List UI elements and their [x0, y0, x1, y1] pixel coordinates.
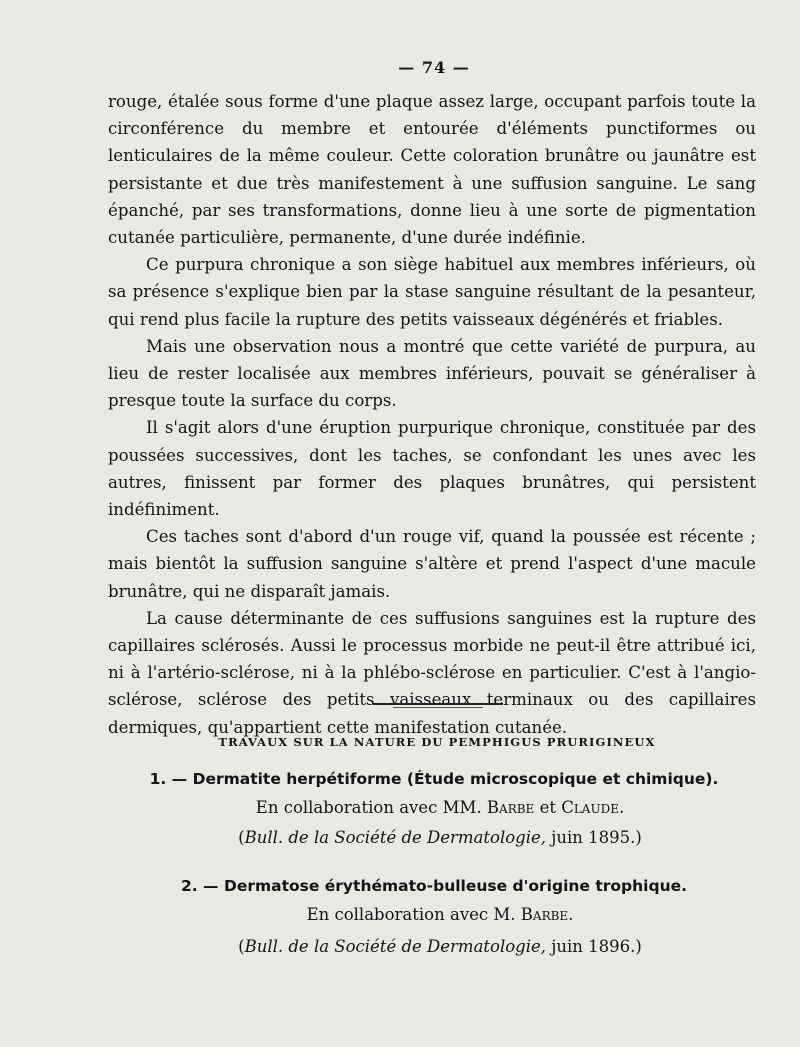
ref-open: ( — [238, 937, 245, 956]
page-number: — 74 — — [398, 58, 470, 77]
paragraph: Il s'agit alors d'une éruption purpurique chronique, constituée par des poussées successives, dont les taches, se confondant les unes avec les autres, finissent par former des plaques brunâtres, qui persistent indéfiniment. — [108, 418, 756, 520]
collab-prefix: En collaboration avec M. — [306, 905, 516, 924]
entry-collaboration — [0, 798, 800, 817]
entry-collaboration — [0, 905, 800, 924]
ref-open: ( — [238, 828, 245, 847]
collab-joiner: et — [539, 798, 556, 817]
section-divider — [373, 703, 503, 705]
entry-reference — [0, 828, 800, 847]
collaborator-name: Barbe. — [520, 905, 574, 924]
entry-reference — [0, 937, 800, 956]
journal-name: Bull. de la Société de Dermatologie, — [244, 828, 547, 847]
ref-date: juin 1896.) — [546, 937, 642, 956]
body-text — [108, 88, 756, 741]
collaborator-name: Barbe — [486, 798, 535, 817]
paragraph: Mais une observation nous a montré que cette variété de purpura, au lieu de rester localisée aux membres inférieurs, pouvait se généraliser à presque toute la surface du corps. — [108, 336, 756, 411]
paragraph: Ces taches sont d'abord d'un rouge vif, quand la poussée est récente ; mais bientôt la suffusion sanguine s'altère et prend l'aspect d'une macule brunâtre, qui ne disparaît jamais. — [108, 527, 756, 601]
ref-date: juin 1895.) — [546, 828, 642, 847]
entry-title: 1. — Dermatite herpétiforme (Étude microscopique et chimique). — [149, 770, 719, 788]
paragraph: Ce purpura chronique a son siège habituel aux membres inférieurs, où sa présence s'explique bien par la stase sanguine résultant de la pesanteur, qui rend plus facile la rupture des petits vaisseaux dégénérés et friables. — [108, 255, 756, 329]
journal-name: Bull. de la Société de Dermatologie, — [244, 937, 547, 956]
entry-title: 2. — Dermatose érythémato-bulleuse d'origine trophique. — [180, 877, 688, 895]
collaborator-name: Claude. — [561, 798, 625, 817]
collab-prefix: En collaboration avec MM. — [255, 798, 482, 817]
section-divider-thin — [393, 707, 483, 708]
section-title: TRAVAUX SUR LA NATURE DU PEMPHIGUS PRURIGINEUX — [218, 735, 656, 749]
paragraph: rouge, étalée sous forme d'une plaque assez large, occupant parfois toute la circonférence du membre et entourée d'éléments punctiformes ou lenticulaires de la même couleur. Cette coloration brunâtre ou jaunâtre est persistante et due très manifestement à une suffusion sanguine. Le sang épanché, par ses transformations, donne lieu à une sorte de pigmentation cutanée particulière, permanente, d'une durée indéfinie. — [108, 92, 756, 248]
paragraph: La cause déterminante de ces suffusions sanguines est la rupture des capillaires sclérosés. Aussi le processus morbide ne peut-il être attribué ici, ni à l'artério-sclérose, ni à la phlébo-sclérose en particulier. C'est à l'angio-sclérose, sclérose des petits vaisseaux terminaux ou des capillaires dermiques, qu'appartient cette manifestation cutanée. — [108, 608, 756, 737]
